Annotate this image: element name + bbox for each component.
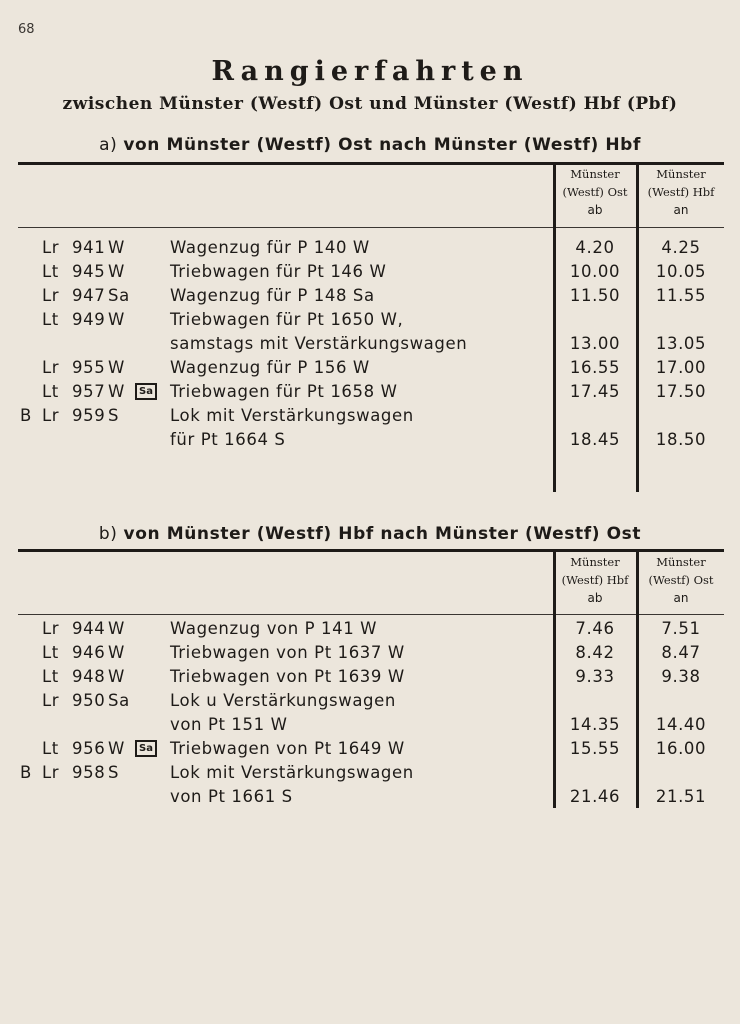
column-header-line: (Westf) Hbf [561, 573, 629, 587]
arrival-time: 9.38 [661, 667, 701, 686]
train-type: Lr [42, 406, 60, 425]
arrival-column-header [640, 553, 722, 607]
train-description: Wagenzug von P 141 W [170, 619, 378, 638]
train-description: von Pt 151 W [170, 715, 288, 734]
train-description: Wagenzug für P 140 W [170, 238, 370, 257]
train-description: Triebwagen von Pt 1637 W [170, 643, 405, 662]
timetable-row [0, 406, 740, 454]
service-days: W [108, 643, 125, 662]
train-description: Triebwagen für Pt 146 W [170, 262, 387, 281]
train-type: Lr [42, 619, 60, 638]
train-type: Lt [42, 310, 59, 329]
arrival-time: 21.51 [655, 787, 707, 806]
train-number: 944 [72, 619, 106, 638]
service-days: Sa [108, 691, 130, 710]
service-days: W [108, 382, 125, 401]
arrival-time: 10.05 [655, 262, 707, 281]
service-days: S [108, 763, 120, 782]
train-type: Lt [42, 643, 59, 662]
train-description: Triebwagen für Pt 1650 W, [170, 310, 404, 329]
train-description: Lok u Verstärkungswagen [170, 691, 396, 710]
train-description: Lok mit Verstärkungswagen [170, 763, 414, 782]
column-header-line: (Westf) Ost [648, 573, 714, 587]
service-days: W [108, 238, 125, 257]
train-number: 955 [72, 358, 106, 377]
header-bottom-rule [18, 227, 724, 228]
departure-column-header [555, 553, 635, 607]
saturday-badge: Sa [135, 740, 157, 757]
timetable-row [0, 667, 740, 691]
departure-time: 16.55 [569, 358, 621, 377]
remark-mark: B [20, 406, 32, 425]
service-days: W [108, 358, 125, 377]
page-title: Rangierfahrten [211, 56, 529, 87]
section-heading-text: von Münster (Westf) Ost nach Münster (Westf) Hbf [123, 135, 641, 155]
train-number: 950 [72, 691, 106, 710]
departure-time: 18.45 [569, 430, 621, 449]
section-heading-text: von Münster (Westf) Hbf nach Münster (Westf) Ost [123, 524, 642, 544]
train-description: Triebwagen für Pt 1658 W [170, 382, 398, 401]
train-description: Wagenzug für P 148 Sa [170, 286, 375, 305]
departure-time: 7.46 [575, 619, 615, 638]
train-number: 949 [72, 310, 106, 329]
saturday-badge: Sa [135, 383, 157, 400]
departure-time: 17.45 [569, 382, 621, 401]
service-days: S [108, 406, 120, 425]
timetable-row [0, 691, 740, 739]
train-number: 956 [72, 739, 106, 758]
train-type: Lr [42, 691, 60, 710]
departure-time: 13.00 [569, 334, 621, 353]
timetable-row [0, 262, 740, 286]
page-subtitle: zwischen Münster (Westf) Ost und Münster (Westf) Hbf (Pbf) [62, 94, 678, 114]
arrival-time: 16.00 [655, 739, 707, 758]
train-number: 959 [72, 406, 106, 425]
column-header-line: an [673, 591, 689, 605]
arrival-time: 13.05 [655, 334, 707, 353]
train-description: für Pt 1664 S [170, 430, 286, 449]
timetable-row [0, 763, 740, 811]
column-header-line: ab [587, 591, 603, 605]
header-bottom-rule [18, 614, 724, 615]
table-top-rule [18, 549, 724, 552]
arrival-time: 14.40 [655, 715, 707, 734]
timetable-row [0, 358, 740, 382]
service-days: Sa [108, 286, 130, 305]
page-number: 68 [18, 22, 35, 37]
train-type: Lt [42, 667, 59, 686]
train-number: 941 [72, 238, 106, 257]
column-header-line: Münster [656, 555, 706, 569]
arrival-time: 11.55 [655, 286, 707, 305]
train-type: Lr [42, 358, 60, 377]
train-description: Wagenzug für P 156 W [170, 358, 370, 377]
departure-time: 9.33 [575, 667, 615, 686]
departure-column-header [555, 165, 635, 219]
train-number: 945 [72, 262, 106, 281]
column-header-line: Münster [656, 167, 706, 181]
train-description: Triebwagen von Pt 1649 W [170, 739, 405, 758]
column-header-line: Münster [570, 167, 620, 181]
service-days: W [108, 667, 125, 686]
column-header-line: (Westf) Ost [562, 185, 628, 199]
train-number: 947 [72, 286, 106, 305]
service-days: W [108, 619, 125, 638]
service-days: W [108, 262, 125, 281]
train-type: Lr [42, 763, 60, 782]
train-type: Lr [42, 286, 60, 305]
timetable-row [0, 286, 740, 310]
train-type: Lt [42, 382, 59, 401]
section-label: a) [99, 135, 124, 155]
departure-time: 14.35 [569, 715, 621, 734]
section-heading [0, 135, 740, 155]
timetable-row [0, 382, 740, 406]
train-type: Lt [42, 262, 59, 281]
column-header-line: (Westf) Hbf [647, 185, 715, 199]
service-days: W [108, 739, 125, 758]
service-days: W [108, 310, 125, 329]
arrival-time: 4.25 [661, 238, 701, 257]
timetable-row [0, 619, 740, 643]
arrival-time: 8.47 [661, 643, 701, 662]
train-number: 957 [72, 382, 106, 401]
arrival-time: 17.50 [655, 382, 707, 401]
train-number: 948 [72, 667, 106, 686]
train-type: Lt [42, 739, 59, 758]
timetable-row [0, 310, 740, 358]
train-description: Lok mit Verstärkungswagen [170, 406, 414, 425]
train-type: Lr [42, 238, 60, 257]
departure-time: 8.42 [575, 643, 615, 662]
timetable-row [0, 739, 740, 763]
section-heading [0, 524, 740, 544]
column-header-line: Münster [570, 555, 620, 569]
departure-time: 21.46 [569, 787, 621, 806]
section-label: b) [98, 524, 124, 544]
departure-time: 10.00 [569, 262, 621, 281]
arrival-time: 7.51 [661, 619, 701, 638]
departure-time: 4.20 [575, 238, 615, 257]
remark-mark: B [20, 763, 32, 782]
train-description: samstags mit Verstärkungswagen [170, 334, 468, 353]
train-description: Triebwagen von Pt 1639 W [170, 667, 405, 686]
column-header-line: an [673, 203, 689, 217]
departure-time: 15.55 [569, 739, 621, 758]
train-description: von Pt 1661 S [170, 787, 293, 806]
departure-time: 11.50 [569, 286, 621, 305]
arrival-time: 17.00 [655, 358, 707, 377]
column-header-line: ab [587, 203, 603, 217]
arrival-column-header [640, 165, 722, 219]
timetable-row [0, 238, 740, 262]
train-number: 946 [72, 643, 106, 662]
timetable-row [0, 643, 740, 667]
train-number: 958 [72, 763, 106, 782]
arrival-time: 18.50 [655, 430, 707, 449]
